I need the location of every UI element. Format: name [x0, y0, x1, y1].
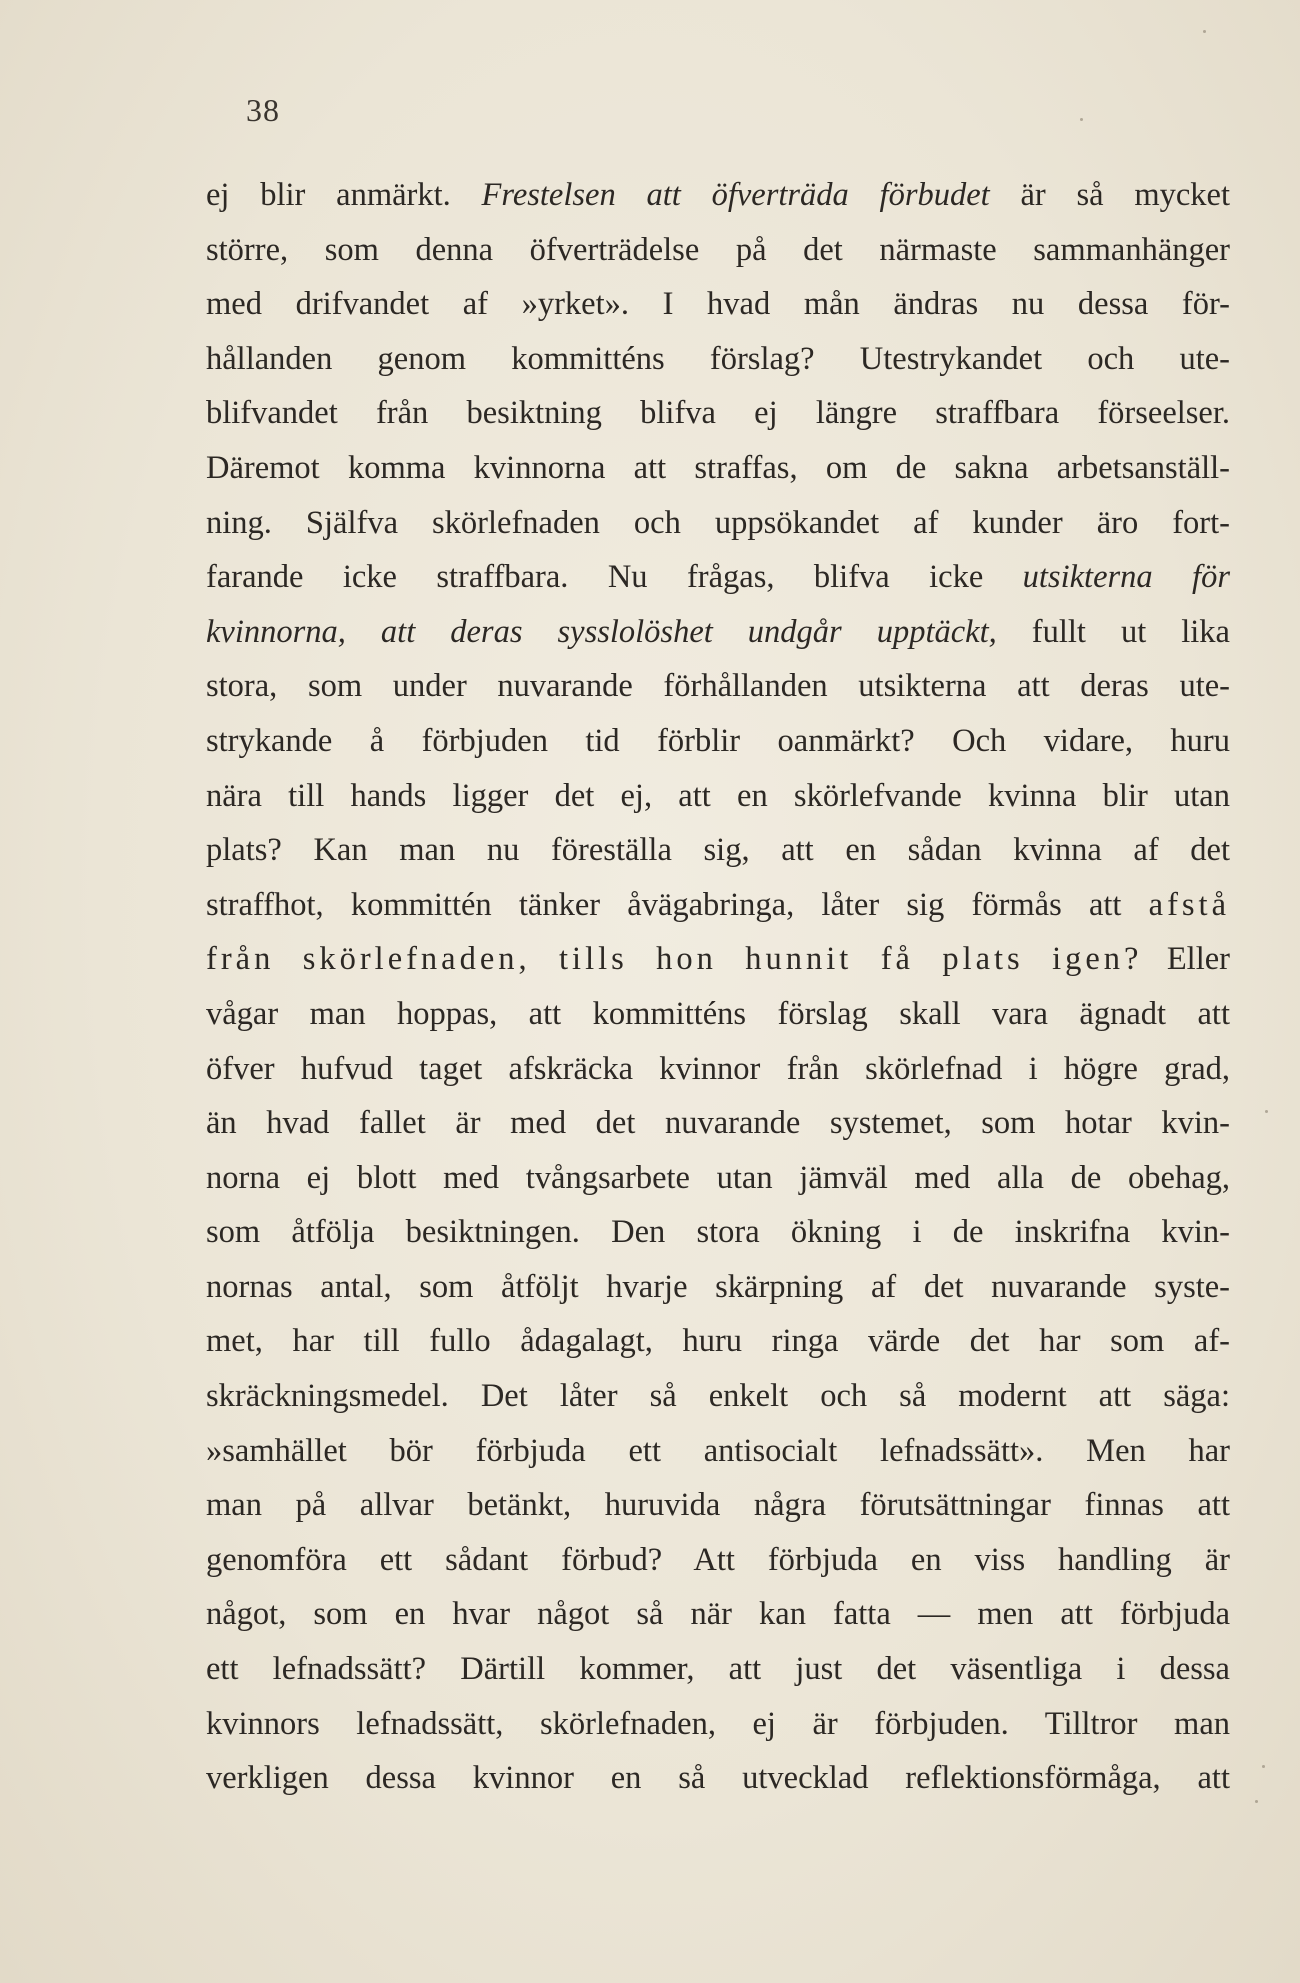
text-run: nära till hands ligger det ej, att en skörlefvande kvinna blir utan	[206, 777, 1230, 814]
text-run: ett lefnadssätt? Därtill kommer, att just det väsentliga i dessa	[206, 1651, 1230, 1688]
text-line	[206, 1369, 1230, 1424]
text-run: öfver hufvud taget afskräcka kvinnor från skörlefnad i högre grad,	[206, 1050, 1230, 1087]
text-run: met, har till fullo ådagalagt, huru ringa värde det har som af-	[206, 1323, 1230, 1360]
text-line	[206, 441, 1230, 496]
text-line	[206, 1587, 1230, 1642]
text-run: ej blir anmärkt.	[206, 177, 482, 213]
text-run: plats? Kan man nu föreställa sig, att en sådan kvinna af det	[206, 832, 1230, 869]
text-run: skräckningsmedel. Det låter så enkelt och så modernt att säga:	[206, 1378, 1230, 1415]
text-run: som åtfölja besiktningen. Den stora ökning i de inskrifna kvin-	[206, 1214, 1230, 1251]
text-line	[206, 714, 1230, 769]
text-line	[206, 1260, 1230, 1315]
text-line	[206, 168, 1230, 223]
text-line	[206, 1314, 1230, 1369]
text-run: nornas antal, som åtföljt hvarje skärpning af det nuvarande syste-	[206, 1268, 1230, 1305]
text-run: man på allvar betänkt, huruvida några förutsättningar finnas att	[206, 1487, 1230, 1524]
text-line	[206, 1751, 1230, 1806]
italic-text: Frestelsen att öfverträda förbudet	[481, 177, 990, 213]
text-run: hållanden genom kommitténs förslag? Utestrykandet och ute-	[206, 340, 1230, 377]
text-line	[206, 277, 1230, 332]
text-line	[206, 1424, 1230, 1479]
text-run: större, som denna öfverträdelse på det närmaste sammanhänger	[206, 231, 1230, 268]
text-line	[206, 1042, 1230, 1097]
text-run: något, som en hvar något så när kan fatta — men att förbjuda	[206, 1596, 1230, 1633]
text-run: farande icke straffbara. Nu frågas, blifva icke	[206, 559, 1023, 596]
text-line	[206, 605, 1230, 660]
text-run: strykande å förbjuden tid förblir oanmärkt? Och vidare, huru	[206, 722, 1230, 759]
spaced-text: från skörlefnaden, tills hon hunnit få plats igen?	[206, 941, 1143, 978]
text-run: straffhot, kommittén tänker åvägabringa, låter sig förmås att	[206, 886, 1149, 923]
text-line	[206, 386, 1230, 441]
text-run: verkligen dessa kvinnor en så utvecklad reflektionsförmåga, att	[206, 1760, 1230, 1797]
text-run: är så mycket	[989, 177, 1230, 213]
paper-speck	[1265, 1110, 1268, 1113]
text-line	[206, 987, 1230, 1042]
text-line	[206, 1096, 1230, 1151]
paper-speck	[1080, 118, 1083, 121]
paper-speck	[1203, 30, 1206, 33]
italic-text: utsikterna för	[1022, 559, 1230, 596]
text-run: Däremot komma kvinnorna att straffas, om de sakna arbetsanställ-	[206, 449, 1230, 486]
text-line	[206, 550, 1230, 605]
text-run: kvinnors lefnadssätt, skörlefnaden, ej är förbjuden. Tilltror man	[206, 1705, 1230, 1742]
text-line	[206, 1697, 1230, 1752]
text-line	[206, 823, 1230, 878]
text-line	[206, 1478, 1230, 1533]
text-line	[206, 769, 1230, 824]
text-run: vågar man hoppas, att kommitténs förslag skall vara ägnadt att	[206, 995, 1230, 1032]
paper-speck	[1262, 1765, 1265, 1768]
body-text	[206, 168, 1230, 1806]
text-line	[206, 223, 1230, 278]
text-run: »samhället bör förbjuda ett antisocialt lefnadssätt». Men har	[206, 1432, 1230, 1469]
text-line	[206, 332, 1230, 387]
paper-speck	[1255, 1800, 1258, 1803]
text-run: med drifvandet af »yrket». I hvad mån ändras nu dessa för-	[206, 286, 1230, 323]
text-run: stora, som under nuvarande förhållanden utsikterna att deras ute-	[206, 668, 1230, 705]
spaced-text: afstå	[1148, 886, 1230, 923]
text-line	[206, 1205, 1230, 1260]
page-number: 38	[246, 92, 280, 128]
text-run: genomföra ett sådant förbud? Att förbjuda en viss handling är	[206, 1541, 1230, 1578]
text-line	[206, 496, 1230, 551]
text-line	[206, 932, 1230, 987]
text-run: ning. Själfva skörlefnaden och uppsökandet af kunder äro fort-	[206, 504, 1230, 541]
text-line	[206, 659, 1230, 714]
italic-text: kvinnorna, att deras sysslolöshet undgår upptäckt,	[206, 613, 997, 650]
text-run: norna ej blott med tvångsarbete utan jämväl med alla de obehag,	[206, 1159, 1230, 1196]
text-run: blifvandet från besiktning blifva ej längre straffbara förseelser.	[206, 395, 1230, 432]
text-run: Eller	[1142, 941, 1230, 978]
text-run: fullt ut lika	[996, 613, 1230, 650]
text-line	[206, 1642, 1230, 1697]
text-line	[206, 878, 1230, 933]
text-run: än hvad fallet är med det nuvarande systemet, som hotar kvin-	[206, 1105, 1230, 1142]
text-line	[206, 1151, 1230, 1206]
text-line	[206, 1533, 1230, 1588]
